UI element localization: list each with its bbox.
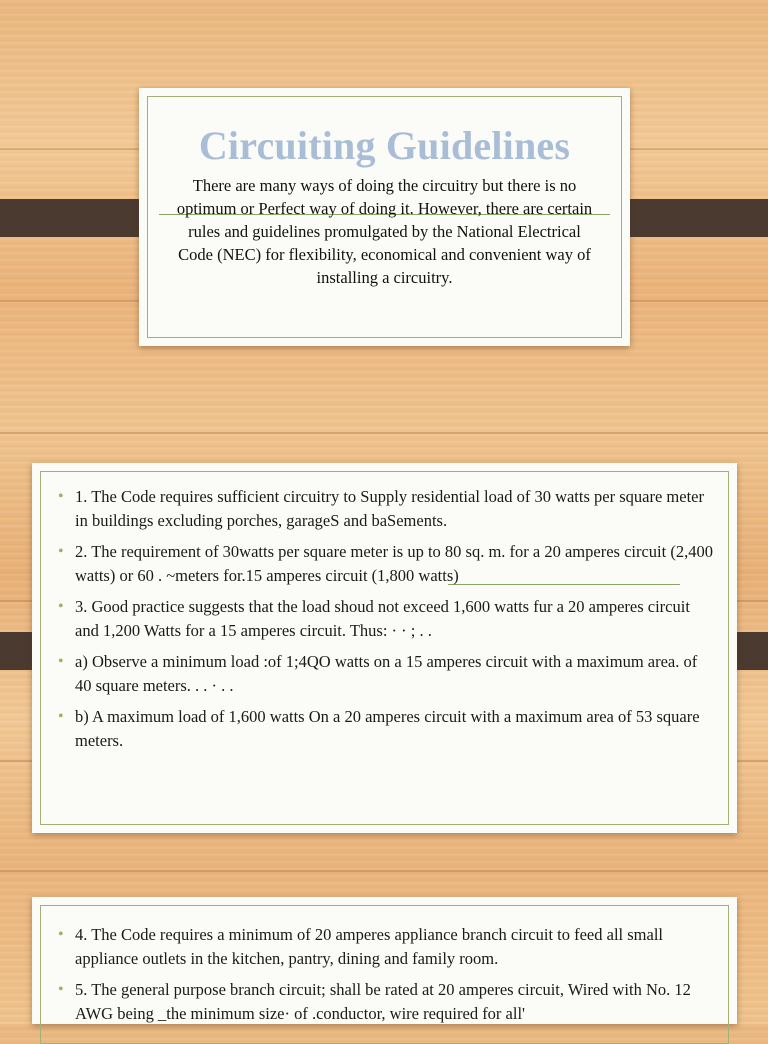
- list-item-text: 3. Good practice suggests that the load shoud not exceed 1,600 watts fur a 20 amperes circuit and 1,200 Watts for a 15 amperes circuit. Thus: · · ; . .: [75, 597, 690, 640]
- list-item-text: 1. The Code requires sufficient circuitry to Supply residential load of 30 watts per square meter in buildings excluding porches, garageS and baSements.: [75, 487, 704, 530]
- bullet-list: [58, 923, 713, 1033]
- bullet-icon: •: [58, 981, 64, 998]
- list-item-text: 5. The general purpose branch circuit; shall be rated at 20 amperes circuit, Wired with No. 12 AWG being _the minimum size· of .conductor, wire required for all': [75, 980, 691, 1023]
- bullet-icon: •: [58, 653, 64, 670]
- list-item: [58, 595, 713, 643]
- list-item: [58, 485, 713, 533]
- title-slide: [139, 88, 630, 346]
- list-item: [58, 978, 713, 1026]
- list-item: [58, 540, 713, 588]
- bullet-icon: •: [58, 488, 64, 505]
- bullets-slide-2: [32, 897, 737, 1024]
- list-item-text: 2. The requirement of 30watts per square meter is up to 80 sq. m. for a 20 amperes circuit (2,400 watts) or 60 . ~meters for.15 amperes circuit (1,800 watts): [75, 542, 713, 585]
- intro-text: There are many ways of doing the circuitry but there is no optimum or Perfect way of doing it. However, there are certain rules and guidelines promulgated by the National Electrical Code (NEC) for flexibility, economical and convenient way of installing a circuitry.: [176, 176, 593, 287]
- list-item: [58, 923, 713, 971]
- wood-plank-seam: [0, 870, 768, 872]
- wood-plank-seam: [0, 432, 768, 434]
- slide1-left-strap: [0, 199, 155, 237]
- slide-title: Circuiting Guidelines: [198, 123, 571, 168]
- list-item-text: 4. The Code requires a minimum of 20 amperes appliance branch circuit to feed all small appliance outlets in the kitchen, pantry, dining and family room.: [75, 925, 663, 968]
- bullet-icon: •: [58, 708, 64, 725]
- slide1-right-strap: [613, 199, 768, 237]
- list-item-text: b) A maximum load of 1,600 watts On a 20 amperes circuit with a maximum area of 53 square meters.: [75, 707, 700, 750]
- list-item: [58, 650, 713, 698]
- list-item: [58, 705, 713, 753]
- bullet-icon: •: [58, 543, 64, 560]
- bullet-icon: •: [58, 598, 64, 615]
- bullet-list: [58, 485, 713, 760]
- bullet-icon: •: [58, 926, 64, 943]
- list-item-text: a) Observe a minimum load :of 1;4QO watts on a 15 amperes circuit with a maximum area. of 40 square meters. . . · . .: [75, 652, 698, 695]
- bullets-slide-1: [32, 463, 737, 833]
